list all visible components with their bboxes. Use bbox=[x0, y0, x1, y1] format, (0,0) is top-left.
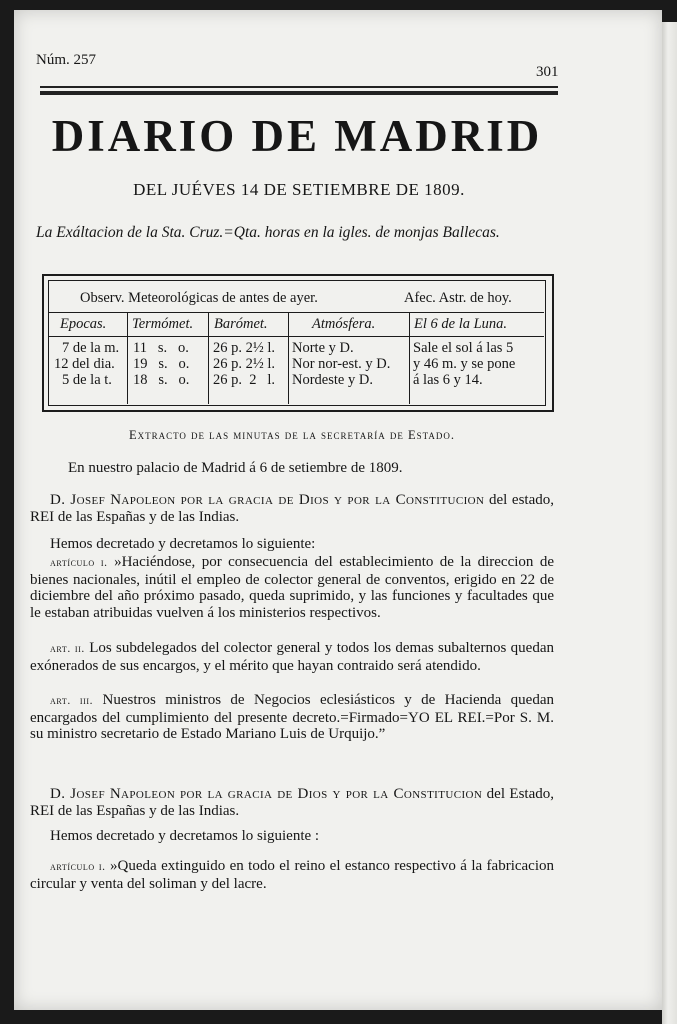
page-edge bbox=[662, 22, 677, 1024]
row-epoca: 5 de la t. bbox=[62, 372, 112, 388]
issue-number: Núm. 257 bbox=[36, 52, 96, 68]
row-atmosfera: Norte y D. bbox=[292, 340, 354, 356]
decree-1-heading bbox=[30, 492, 554, 525]
weather-title-right: Afec. Astr. de hoy. bbox=[404, 290, 512, 306]
article-label: art. iii. bbox=[50, 695, 94, 707]
article-text: Nuestros ministros de Negocios eclesiásticos y de Hacienda quedan encargados del cumplimiento del presente decreto.=Firmado=YO EL REI.=Por S. M. su ministro secretario de Estado Mariano Luis de Urquijo.” bbox=[30, 692, 554, 742]
table-divider bbox=[208, 312, 209, 404]
row-termometro: 19 s. o. bbox=[133, 356, 190, 372]
col-atmosfera: Atmósfera. bbox=[312, 316, 376, 332]
masthead-title: DIARIO DE MADRID bbox=[51, 111, 543, 161]
col-luna: El 6 de la Luna. bbox=[414, 316, 508, 332]
header-rule bbox=[40, 86, 558, 88]
decree-1-article-2 bbox=[30, 640, 554, 674]
luna-line: Sale el sol á las 5 bbox=[413, 340, 514, 356]
table-rule bbox=[48, 336, 544, 337]
decree-1-prefix: D. Josef Napoleon por la gracia de Dios y por la Constitucion bbox=[50, 492, 485, 508]
weather-title-left: Observ. Meteorológicas de antes de ayer. bbox=[80, 290, 318, 306]
feast-line: La Exáltacion de la Sta. Cruz.=Qta. horas en la igles. de monjas Ballecas. bbox=[36, 224, 500, 241]
article-label: art. ii. bbox=[50, 643, 85, 655]
table-divider bbox=[127, 312, 128, 404]
row-epoca: 7 de la m. bbox=[62, 340, 120, 356]
table-rule bbox=[48, 312, 544, 313]
luna-line: y 46 m. y se pone bbox=[413, 356, 516, 372]
decree-2-formula bbox=[30, 828, 554, 845]
article-label: artículo i. bbox=[50, 861, 106, 873]
row-termometro: 11 s. o. bbox=[133, 340, 189, 356]
decree-2-prefix: D. Josef Napoleon por la gracia de Dios y por la Constitucion bbox=[50, 786, 483, 802]
decree-1-rest: del estado, REI de las Españas y de las Indias. bbox=[30, 492, 555, 525]
page-number: 301 bbox=[536, 64, 559, 80]
col-barometro: Barómet. bbox=[214, 316, 268, 332]
row-atmosfera: Nordeste y D. bbox=[292, 372, 373, 388]
row-atmosfera: Nor nor-est. y D. bbox=[292, 356, 391, 372]
article-text: »Queda extinguido en todo el reino el estanco respectivo á la fabricacion circular y venta del soliman y del lacre. bbox=[30, 858, 555, 892]
place-date-text: En nuestro palacio de Madrid á 6 de setiembre de 1809. bbox=[68, 460, 403, 476]
row-termometro: 18 s. o. bbox=[133, 372, 190, 388]
row-barometro: 26 p. 2½ l. bbox=[213, 356, 276, 372]
row-barometro: 26 p. 2½ l. bbox=[213, 340, 276, 356]
col-epocas: Epocas. bbox=[60, 316, 107, 332]
article-text: »Haciéndose, por consecuencia del establecimiento de la direccion de bienes nacionales, inútil el empleo de colector general de conventos, erigido en 22 de diciembre del año próximo pasado, queda suprimido, y las funciones y facultades que le estaban atribuidas vuelven á los ministerios respectivos. bbox=[30, 554, 554, 621]
decree-2-heading bbox=[30, 786, 554, 819]
row-barometro: 26 p. 2 l. bbox=[213, 372, 276, 388]
header-rule-thick bbox=[40, 91, 558, 95]
decree-1-formula bbox=[30, 536, 554, 553]
decree-2-formula-text: Hemos decretado y decretamos lo siguiente : bbox=[50, 828, 320, 844]
col-termometro: Termómet. bbox=[132, 316, 194, 332]
decree-2-article-1 bbox=[30, 858, 554, 892]
place-date bbox=[30, 460, 554, 477]
decree-1-formula-text: Hemos decretado y decretamos lo siguiente: bbox=[50, 536, 316, 552]
article-label: artículo i. bbox=[50, 557, 108, 569]
luna-line: á las 6 y 14. bbox=[413, 372, 483, 388]
table-divider bbox=[288, 312, 289, 404]
article-text: Los subdelegados del colector general y todos los demas subalternos quedan exónerados de sus encargos, y el mérito que hayan contraido será atendido. bbox=[30, 640, 555, 674]
decree-1-article-1 bbox=[30, 554, 554, 621]
table-divider bbox=[409, 312, 410, 404]
date-line: DEL JUÉVES 14 DE SETIEMBRE DE 1809. bbox=[133, 180, 465, 199]
decree-1-article-3 bbox=[30, 692, 554, 743]
decree-2-rest: del Estado, REI de las Españas y de las Indias. bbox=[30, 786, 555, 819]
row-epoca: 12 del dia. bbox=[54, 356, 115, 372]
extract-heading: Extracto de las minutas de la secretaría de Estado. bbox=[128, 428, 456, 442]
